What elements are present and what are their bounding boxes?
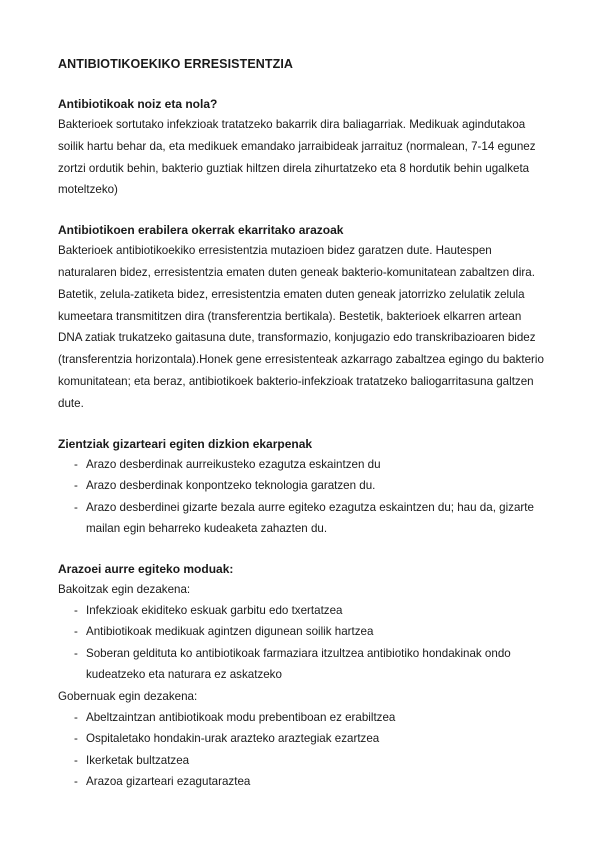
section-paragraph: Bakterioek antibiotikoekiko erresistentzia mutazioen bidez garatzen dute. Hautespen naturalaren bidez, erresistentzia ematen duten geneak bakterio-komunitatean zabaltzen dira. (58, 244, 535, 279)
dash-bullet: - (74, 500, 78, 514)
section-paragraph: Batetik, zelula-zatiketa bidez, erresistentzia ematen duten geneak jatorrizko zelulatik zelula kumeetara transmititzen dira (transferentzia bertikala). Bestetik, bakterioek elkarren artean DNA zatiak trukatzeko gaitasuna dute, transformazio, konjugazio edo transkribazioaren bidez (transferentzia horizontala).Honek gene erresistenteak azkarrago zabaltzea egingo du bakterio komunitatean; eta beraz, antibiotikoek bakterio-infekzioak tratatzeko baliogarritasuna galtzen dute. (58, 287, 544, 410)
list-item-text: Abeltzaintzan antibiotikoak modu prebentiboan ez erabiltzea (86, 710, 396, 724)
dash-bullet: - (74, 753, 78, 767)
list-item (58, 600, 548, 622)
dash-bullet: - (74, 479, 78, 493)
list-item-text: Ikerketak bultzatzea (86, 753, 190, 767)
group-label-individual: Bakoitzak egin dezakena: (58, 582, 191, 596)
list-item (58, 475, 548, 497)
section-paragraph: Bakterioek sortutako infekzioak tratatzeko bakarrik dira baliagarriak. Medikuak agindutakoa soilik hartu behar da, eta medikuek emandako jarraibideak jarraituz (normalean, 7-14 egunez zortzi ordutik behin, bakterio guztiak hiltzen direla zihurtatzeko eta 8 hordutik behin ugalketa moteltzeko) (58, 118, 536, 197)
dash-bullet: - (74, 710, 78, 724)
contributions-list (58, 454, 548, 540)
dash-bullet: - (74, 603, 78, 617)
list-item (58, 454, 548, 476)
list-item (58, 621, 548, 643)
dash-bullet: - (74, 732, 78, 746)
section-misuse-problems (58, 220, 548, 414)
dash-bullet: - (74, 625, 78, 639)
list-item-text: Antibiotikoak medikuak agintzen digunean soilik hartzea (86, 625, 374, 639)
section-when-how (58, 94, 548, 201)
list-item (58, 643, 548, 686)
dash-bullet: - (74, 775, 78, 789)
section-heading: Arazoei aurre egiteko moduak: (58, 561, 234, 576)
group-label-government: Gobernuak egin dezakena: (58, 689, 198, 703)
section-heading: Antibiotikoak noiz eta nola? (58, 97, 218, 111)
list-item-text: Arazoa gizarteari ezagutaraztea (86, 775, 251, 789)
dash-bullet: - (74, 646, 78, 660)
section-ways-to-tackle (58, 559, 548, 793)
individual-actions-list (58, 600, 548, 686)
government-actions-list (58, 707, 548, 793)
list-item-text: Arazo desberdinak konpontzeko teknologia garatzen du. (86, 479, 376, 493)
list-item (58, 497, 548, 540)
dash-bullet: - (74, 457, 78, 471)
list-item-text: Ospitaletako hondakin-urak arazteko araztegiak ezartzea (86, 732, 380, 746)
list-item-text: Soberan geldituta ko antibiotikoak farmaziara itzultzea antibiotiko hondakinak ondo kudeatzeko eta naturara ez askatzeko (86, 646, 511, 682)
list-item-text: Arazo desberdinei gizarte bezala aurre egiteko ezagutza eskaintzen du; hau da, gizarte mailan egin beharreko kudeaketa zahazten du. (86, 500, 534, 536)
list-item-text: Arazo desberdinak aurreikusteko ezagutza eskaintzen du (86, 457, 381, 471)
section-heading: Zientziak gizarteari egiten dizkion ekarpenak (58, 436, 313, 451)
list-item (58, 707, 548, 729)
section-science-contributions (58, 434, 548, 540)
list-item (58, 750, 548, 772)
document-content (58, 56, 548, 812)
list-item (58, 771, 548, 793)
list-item (58, 728, 548, 750)
document-title: ANTIBIOTIKOEKIKO ERRESISTENTZIA (58, 57, 294, 71)
section-heading: Antibiotikoen erabilera okerrak ekarritako arazoak (58, 223, 344, 238)
list-item-text: Infekzioak ekiditeko eskuak garbitu edo txertatzea (86, 603, 343, 617)
